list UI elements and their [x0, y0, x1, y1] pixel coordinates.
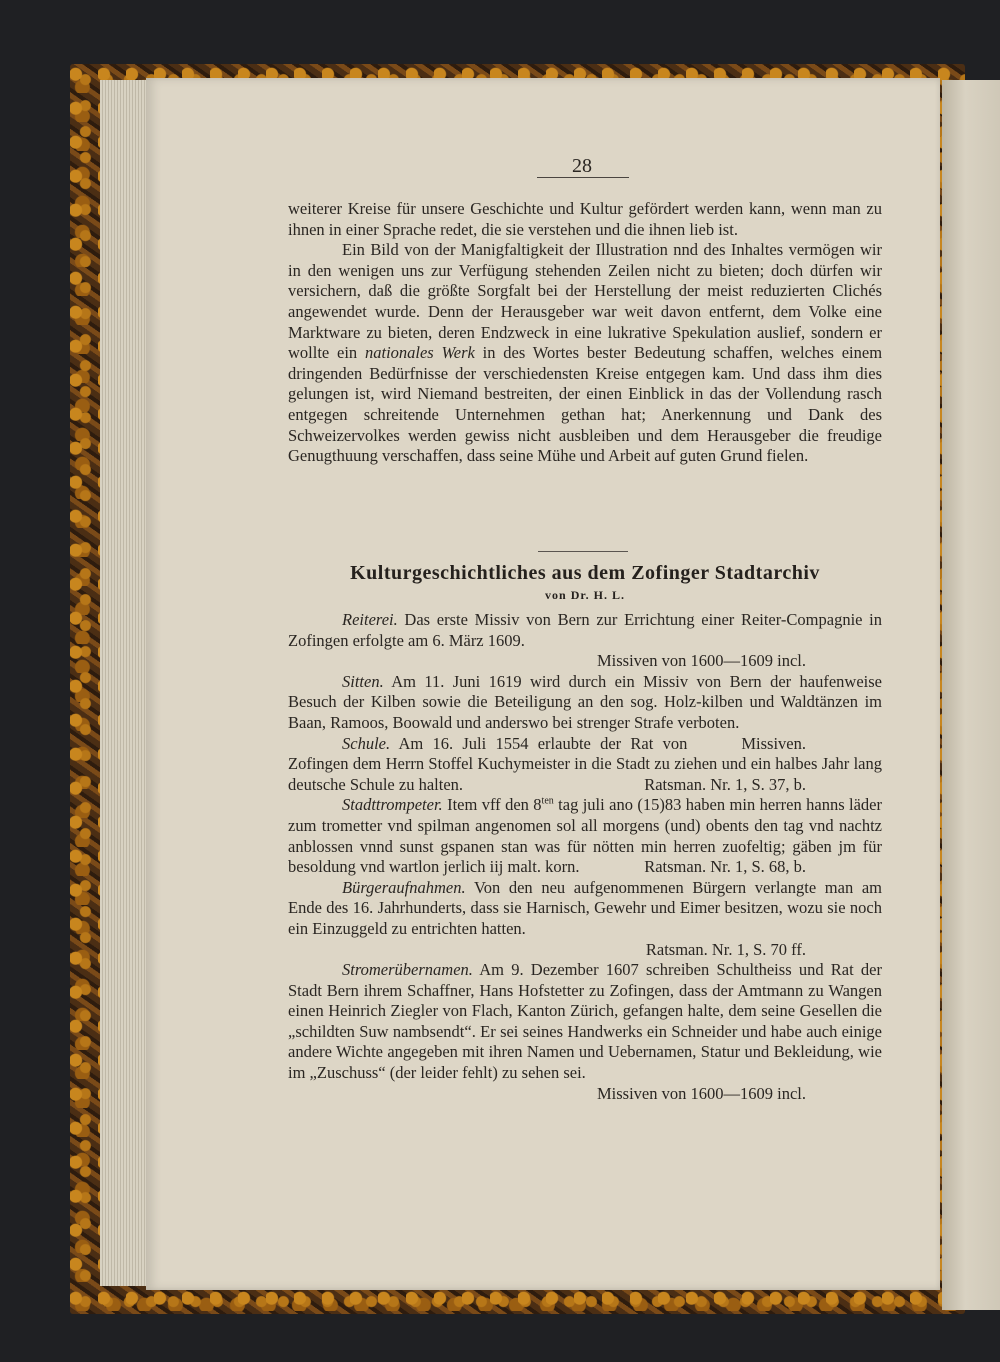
intro-paragraph-2: Ein Bild von der Manigfaltigkeit der Illustration nnd des Inhaltes vermögen wir in den wenigen uns zur Verfügung stehenden Zeilen nicht zu bieten; doch dürfen wir versichern, daß die größte Sorgfalt bei der Herstellung der meist reduzierten Clichés angewendet wurde. Denn der Herausgeber war weit davon entfernt, dem Volke eine Marktware zu bieten, deren Endzweck in eine lukrative Spekulation auslief, sondern er wollte ein nationales Werk in des Wortes bester Bedeutung schaffen, welches einem dringenden Bedürfnisse der verschiedensten Kreise entgegen kam. Und dass ihm dies gelungen ist, wird Niemand bestreiten, der einen Einblick in das der Vollendung rasch entgegen schreitende Unternehmen gethan hat; Anerkennung und Dank des Schweizervolkes werden gewiss nicht ausbleiben und dem Herausgeber die freudige Genugthuung verschaffen, dass seine Mühe und Arbeit auf guten Grund fielen. — [288, 240, 883, 466]
source-citation: Ratsman. Nr. 1, S. 70 ff. — [645, 939, 806, 959]
page-number-rule — [537, 177, 629, 178]
source-citation: Missiven von 1600—1609 incl. — [597, 1083, 806, 1103]
facing-page-edge — [942, 80, 1000, 1310]
source-citation: Ratsman. Nr. 1, S. 68, b. — [644, 857, 806, 877]
entry-stromeruebernamen: Stromerübernamen. Am 9. Dezember 1607 schreiben Schultheiss und Rat der Stadt Bern ihrem Schaffner, Hans Hofstetter zu Zofingen, dass der Amtmann zu Wangen einen Heinrich Ziegler von Flach, Kanton Zürich, gefangen halte, dem seine Gesellen die „schildten Suw nambsendt“. Er sei seines Handwerks ein Schneider und habe auch einige andere Wichte angegeben mit ihren Namen und Uebernamen, Statur und Bekleidung, wie im „Zuschuss“ (der leider fehlt) zu sehen sei. — [288, 960, 882, 1083]
article-title: Kulturgeschichtliches aus dem Zofinger Stadtarchiv — [350, 562, 820, 584]
entry-buergeraufnahmen: Bürgeraufnahmen. Von den neu aufgenommenen Bürgern verlangte man am Ende des 16. Jahrhunderts, dass sie Harnisch, Gewehr und Eimer besitzen, wozu sie noch ein Einzuggeld zu entrichten hatten. — [288, 877, 882, 938]
source-citation: Ratsman. Nr. 1, S. 37, b. — [644, 774, 806, 794]
book-page — [146, 78, 940, 1290]
emphasis-nationales-werk: nationales Werk — [364, 343, 475, 363]
page-edges — [100, 80, 150, 1286]
entry-reiterei: Reiterei. Das erste Missiv von Bern zur Errichtung einer Reiter-Compagnie in Zofingen erfolgte am 6. März 1609. — [288, 610, 882, 650]
article-body — [288, 610, 882, 1104]
source-citation: Missiven. — [741, 733, 806, 753]
source-citation: Missiven von 1600—1609 incl. — [597, 651, 806, 671]
entry-sitten: Sitten. Am 11. Juni 1619 wird durch ein Missiv von Bern der haufenweise Besuch der Kilben sowie die Beteiligung an den sog. Holz-kilben und Waldtänzen im Baan, Ramoos, Boowald und anderswo bei strenger Strafe verboten. Missiven. — [288, 671, 882, 753]
page-number: 28 — [572, 155, 592, 177]
intro-section — [288, 199, 882, 467]
section-divider — [538, 551, 628, 552]
intro-paragraph-1: weiterer Kreise für unsere Geschichte und Kultur gefördert werden kann, wenn man zu ihnen in einer Sprache redet, die sie verstehen und die ihnen lieb ist. — [288, 199, 882, 239]
article-byline: von Dr. H. L. — [545, 588, 625, 602]
entry-schule: Schule. Am 16. Juli 1554 erlaubte der Rat von Zofingen dem Herrn Stoffel Kuchymeister in die Stadt zu ziehen und ein halbes Jahr lang deutsche Schule zu halten. Ratsman. Nr. 1, S. 37, b. — [288, 733, 882, 794]
entry-stadttrompeter: Stadttrompeter. Item vff den $8^{ten}$ tag juli ano (15)83 haben min herren hanns läder zum trometter vnd spilman angenomen sol all morgens (und) obents den tag vnd nachtz anblossen vnnd sunst gspanen stan was für nötten min herren zuofeltig; gäben jm für besoldung vnd wartlon jerlich iij malt. korn. Ratsman. Nr. 1, S. 68, b. — [288, 795, 882, 877]
